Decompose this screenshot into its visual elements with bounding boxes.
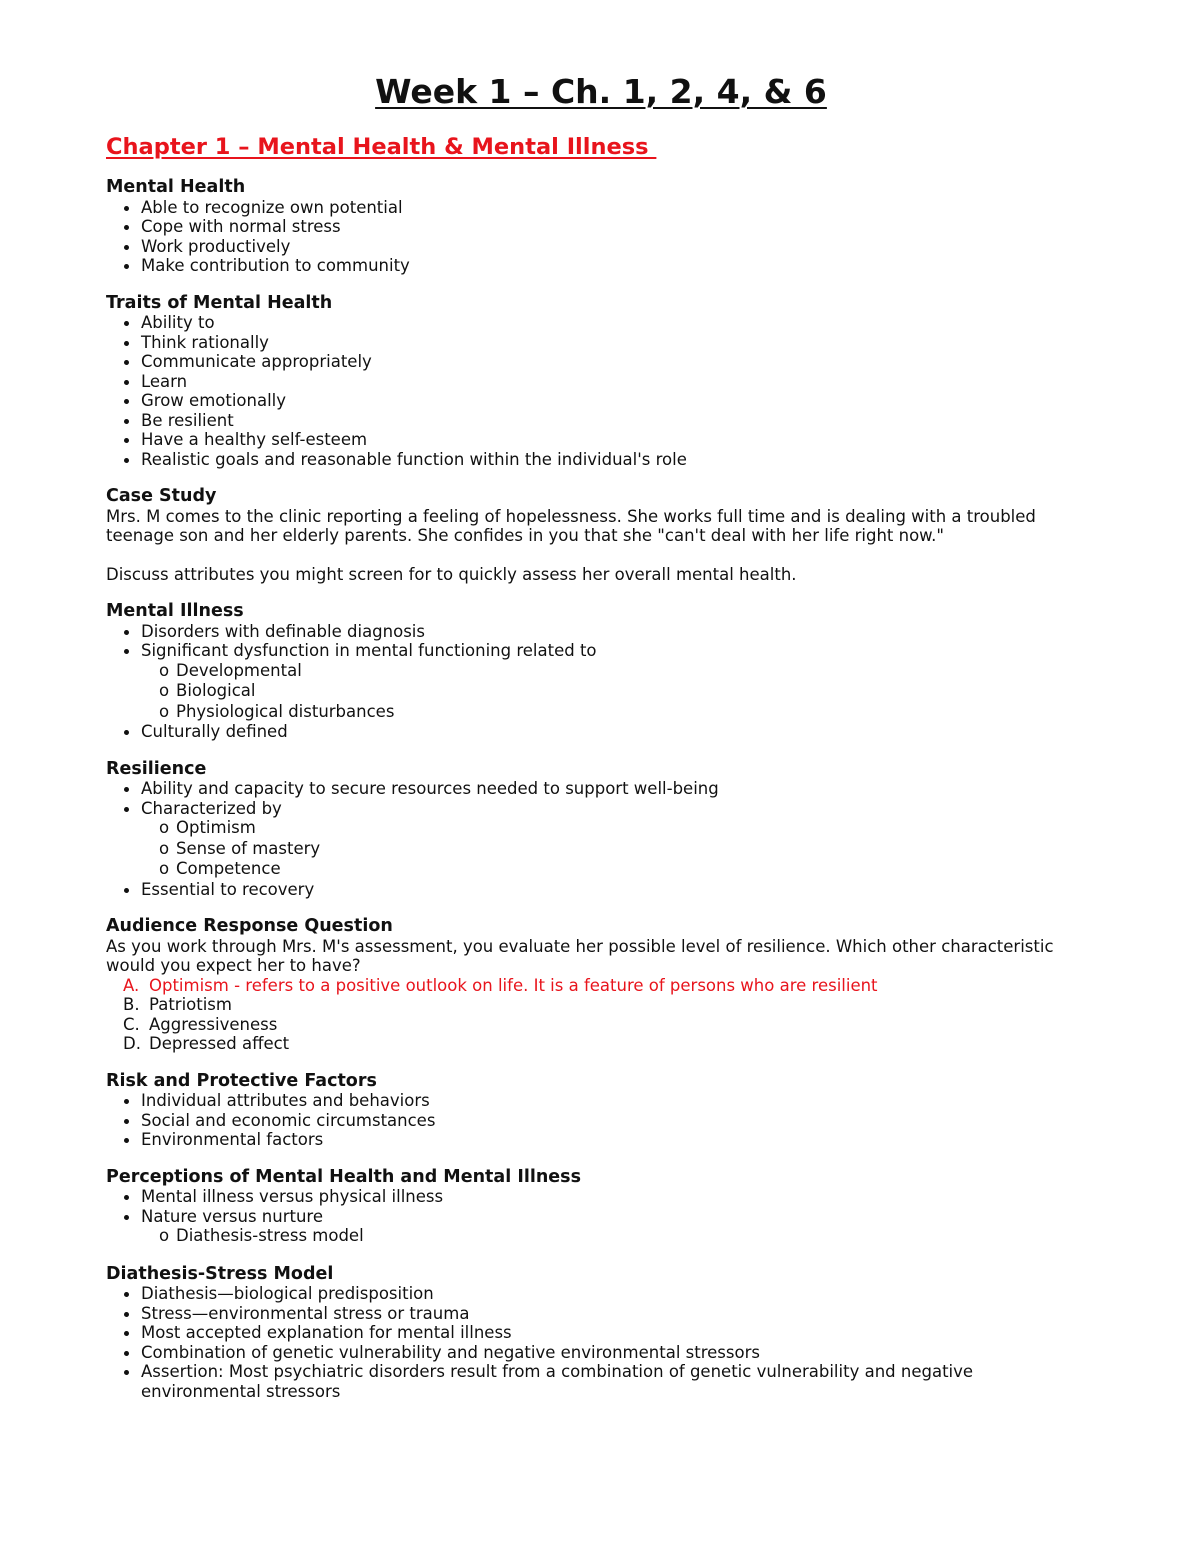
sub-list — [141, 818, 1086, 880]
section-traits — [106, 294, 1086, 470]
sub-list-item: o Biological — [176, 681, 1086, 702]
answer-choice-c — [123, 1014, 1086, 1035]
list-item-text: Significant dysfunction in mental functioning related to — [141, 641, 597, 660]
section-perceptions — [106, 1168, 1086, 1247]
section-heading: Traits of Mental Health — [106, 292, 333, 313]
list-item: Assertion: Most psychiatric disorders result from a combination of genetic vulnerability and negative environmental stressors — [141, 1362, 1086, 1401]
section-resilience — [106, 760, 1086, 900]
section-heading: Resilience — [106, 758, 207, 779]
choice-text: Patriotism — [149, 995, 232, 1014]
bullet-list — [106, 779, 1086, 899]
question-text: As you work through Mrs. M's assessment, you evaluate her possible level of resilience. Which other characteristic would you expect her to have? — [106, 936, 1054, 975]
list-item — [141, 641, 1086, 722]
list-item: Essential to recovery — [141, 880, 1086, 900]
sub-list-item: o Developmental — [176, 661, 1086, 682]
section-case-study — [106, 487, 1086, 584]
sub-list-item: o Physiological disturbances — [176, 702, 1086, 723]
choice-letter: D. — [123, 1034, 141, 1053]
list-item: Most accepted explanation for mental illness — [141, 1323, 1086, 1343]
choice-letter: B. — [123, 995, 140, 1014]
list-item-text: Nature versus nurture — [141, 1206, 323, 1226]
list-item: Mental illness versus physical illness — [141, 1187, 1086, 1207]
bullet-list — [106, 622, 1086, 742]
bullet-list — [106, 1284, 1086, 1401]
section-heading: Mental Health — [106, 177, 246, 197]
list-item: Be resilient — [141, 411, 1086, 431]
document-page — [106, 72, 1086, 1401]
list-item: Ability to — [141, 313, 1086, 333]
list-item: Work productively — [141, 237, 1086, 257]
section-heading: Diathesis-Stress Model — [106, 1263, 334, 1284]
section-mental-illness — [106, 602, 1086, 742]
list-item: Social and economic circumstances — [141, 1111, 1086, 1131]
section-heading: Case Study — [106, 486, 217, 506]
document-title: Week 1 – Ch. 1, 2, 4, & 6 — [375, 72, 827, 111]
section-heading: Mental Illness — [106, 601, 244, 621]
answer-choice-d — [123, 1034, 1086, 1054]
case-study-paragraph: Mrs. M comes to the clinic reporting a feeling of hopelessness. She works full time and is dealing with a troubled teenage son and her elderly parents. She confides in you that she "can't deal with her life right now." — [106, 506, 1036, 545]
choice-text: Depressed affect — [149, 1034, 290, 1053]
section-heading: Perceptions of Mental Health and Mental Illness — [106, 1166, 581, 1187]
answer-choices — [106, 976, 1086, 1054]
list-item-text: Characterized by — [141, 798, 282, 818]
list-item: Individual attributes and behaviors — [141, 1091, 1086, 1111]
section-heading: Audience Response Question — [106, 916, 393, 936]
choice-letter: C. — [123, 1014, 140, 1034]
section-audience-question — [106, 917, 1086, 1054]
section-risk-factors — [106, 1072, 1086, 1150]
sub-list — [141, 1226, 1086, 1247]
list-item: Diathesis—biological predisposition — [141, 1284, 1086, 1304]
sub-list-item: o Sense of mastery — [176, 839, 1086, 860]
bullet-list — [106, 198, 1086, 276]
list-item: Have a healthy self-esteem — [141, 430, 1086, 450]
list-item: Learn — [141, 372, 1086, 392]
section-diathesis — [106, 1265, 1086, 1402]
choice-text: Aggressiveness — [149, 1014, 278, 1034]
list-item: Realistic goals and reasonable function within the individual's role — [141, 450, 1086, 470]
section-heading: Risk and Protective Factors — [106, 1070, 377, 1091]
sub-list-item: o Diathesis-stress model — [176, 1226, 1086, 1247]
list-item: Environmental factors — [141, 1130, 1086, 1150]
list-item — [141, 799, 1086, 880]
list-item: Ability and capacity to secure resources needed to support well-being — [141, 779, 1086, 799]
bullet-list — [106, 1091, 1086, 1150]
list-item: Stress—environmental stress or trauma — [141, 1304, 1086, 1324]
choice-letter: A. — [123, 975, 140, 995]
list-item: Communicate appropriately — [141, 352, 1086, 372]
bullet-list — [106, 313, 1086, 469]
sub-list — [141, 661, 1086, 723]
list-item — [141, 1207, 1086, 1247]
bullet-list — [106, 1187, 1086, 1247]
answer-choice-b — [123, 995, 1086, 1015]
section-mental-health — [106, 178, 1086, 276]
answer-choice-a — [123, 975, 1086, 996]
choice-text: Optimism - refers to a positive outlook on life. It is a feature of persons who are resilient — [149, 975, 878, 995]
list-item: Culturally defined — [141, 722, 1086, 742]
list-item: Cope with normal stress — [141, 217, 1086, 237]
list-item: Think rationally — [141, 333, 1086, 353]
sub-list-item: o Competence — [176, 859, 1086, 880]
sub-list-item: o Optimism — [176, 818, 1086, 839]
case-study-prompt: Discuss attributes you might screen for to quickly assess her overall mental health. — [106, 564, 797, 584]
list-item: Grow emotionally — [141, 391, 1086, 411]
list-item: Make contribution to community — [141, 256, 1086, 276]
list-item: Able to recognize own potential — [141, 198, 1086, 218]
list-item: Combination of genetic vulnerability and negative environmental stressors — [141, 1343, 1086, 1363]
chapter-heading: Chapter 1 – Mental Health & Mental Illness — [106, 134, 657, 160]
list-item: Disorders with definable diagnosis — [141, 622, 1086, 642]
